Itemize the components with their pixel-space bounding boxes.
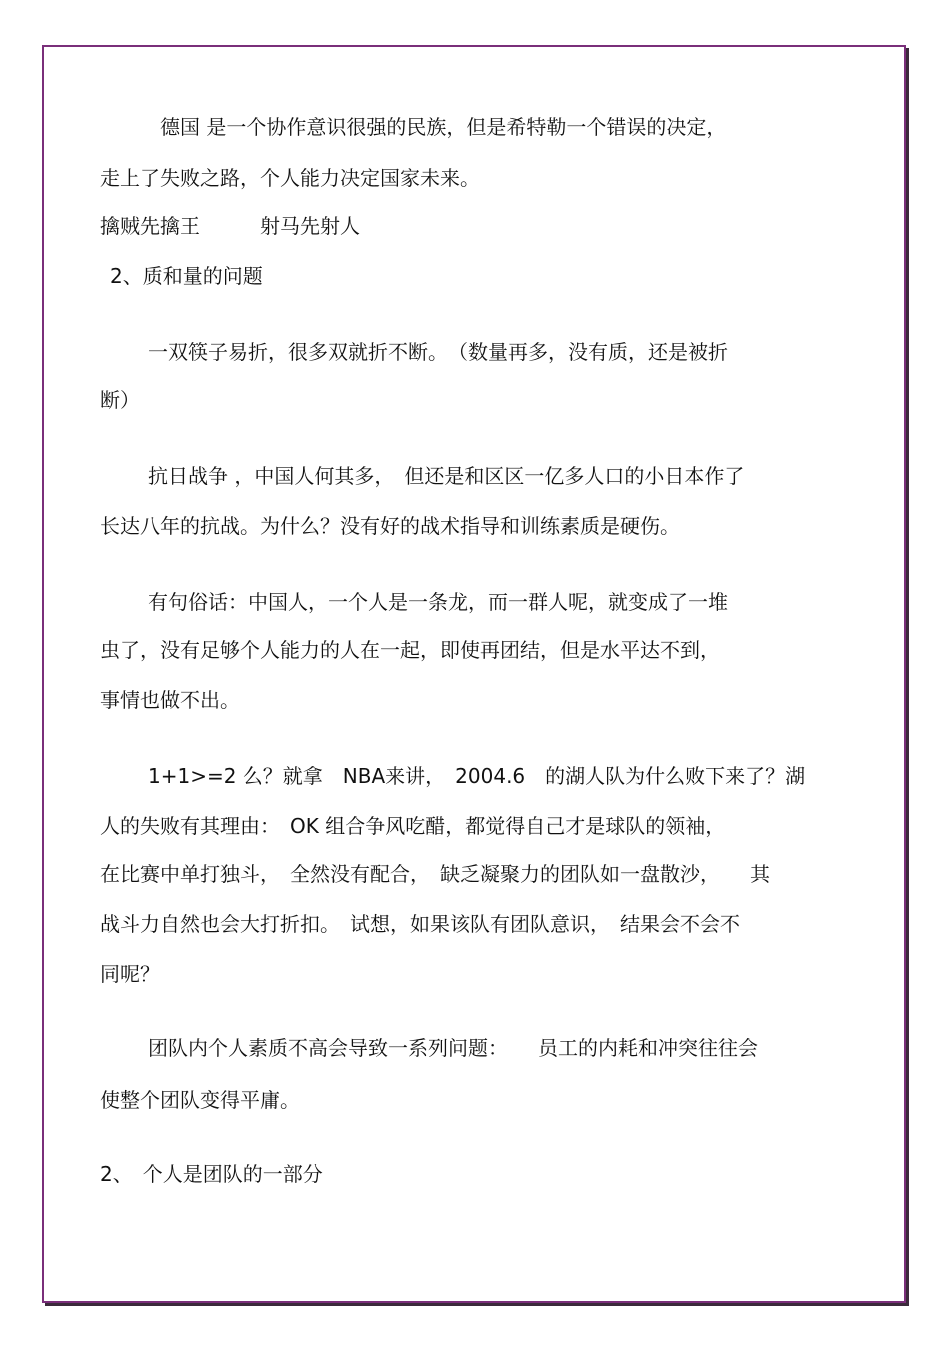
text-line: 擒贼先擒王 射马先射人 bbox=[100, 214, 360, 238]
text-line: 断） bbox=[100, 388, 140, 412]
text-line: 1+1>=2 么？就拿 NBA来讲， 2004.6 的湖人队为什么败下来了？湖 bbox=[148, 764, 806, 788]
text-line: 战斗力自然也会大打折扣。 试想，如果该队有团队意识， 结果会不会不 bbox=[100, 912, 740, 936]
text-line: 人的失败有其理由： OK 组合争风吃醋，都觉得自己才是球队的领袖， bbox=[100, 814, 726, 838]
section-heading: 2、质和量的问题 bbox=[110, 264, 263, 288]
text-line: 长达八年的抗战。为什么？没有好的战术指导和训练素质是硬伤。 bbox=[100, 514, 680, 538]
text-line: 有句俗话：中国人，一个人是一条龙，而一群人呢，就变成了一堆 bbox=[148, 590, 728, 614]
text-line: 事情也做不出。 bbox=[100, 688, 240, 712]
text-line: 走上了失败之路，个人能力决定国家未来。 bbox=[100, 166, 480, 190]
text-line: 团队内个人素质不高会导致一系列问题： 员工的内耗和冲突往往会 bbox=[148, 1036, 758, 1060]
text-line: 一双筷子易折，很多双就折不断。 （数量再多，没有质，还是被折 bbox=[148, 340, 728, 364]
section-heading: 2、 个人是团队的一部分 bbox=[100, 1162, 323, 1186]
text-line: 同呢？ bbox=[100, 962, 160, 986]
text-line: 使整个团队变得平庸。 bbox=[100, 1088, 300, 1112]
text-line: 德国 是一个协作意识很强的民族，但是希特勒一个错误的决定， bbox=[160, 115, 727, 139]
text-line: 虫了，没有足够个人能力的人在一起，即使再团结，但是水平达不到， bbox=[100, 638, 720, 662]
text-line: 抗日战争 ，中国人何其多， 但还是和区区一亿多人口的小日本作了 bbox=[148, 464, 745, 488]
text-line: 在比赛中单打独斗， 全然没有配合， 缺乏凝聚力的团队如一盘散沙， 其 bbox=[100, 862, 770, 886]
